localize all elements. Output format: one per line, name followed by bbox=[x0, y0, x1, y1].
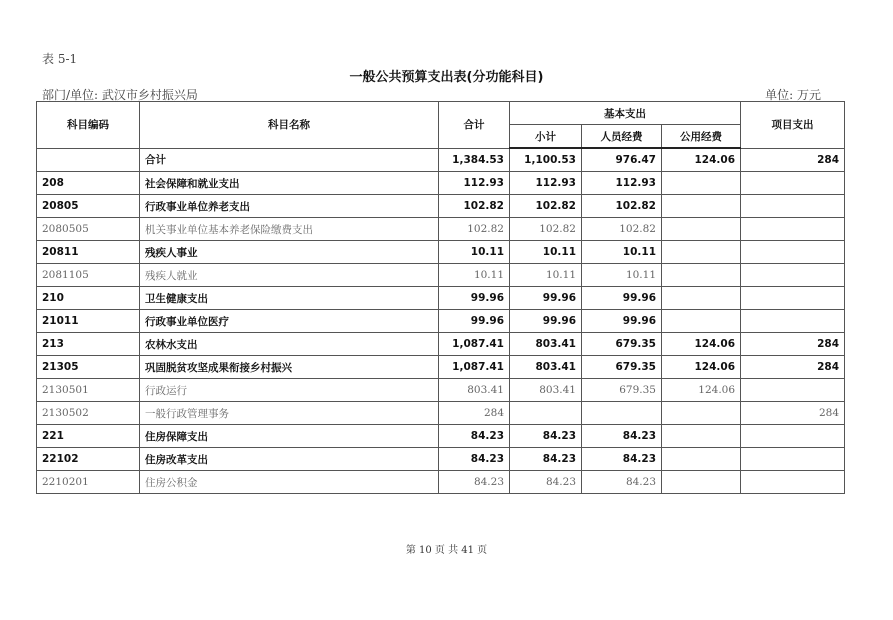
project-cell: 284 bbox=[741, 356, 845, 379]
name-cell: 行政事业单位养老支出 bbox=[140, 195, 439, 218]
code-cell: 2081105 bbox=[37, 264, 140, 287]
table-row bbox=[37, 402, 845, 425]
subtotal-cell: 1,100.53 bbox=[510, 148, 582, 172]
public-cell bbox=[662, 287, 741, 310]
code-cell: 2210201 bbox=[37, 471, 140, 494]
total-cell: 84.23 bbox=[439, 425, 510, 448]
total-cell: 803.41 bbox=[439, 379, 510, 402]
code-cell: 2130502 bbox=[37, 402, 140, 425]
personnel-cell: 10.11 bbox=[582, 241, 662, 264]
total-cell: 1,087.41 bbox=[439, 356, 510, 379]
name-cell: 住房改革支出 bbox=[140, 448, 439, 471]
code-cell: 210 bbox=[37, 287, 140, 310]
personnel-cell: 102.82 bbox=[582, 195, 662, 218]
name-cell: 住房公积金 bbox=[140, 471, 439, 494]
personnel-cell: 679.35 bbox=[582, 356, 662, 379]
total-cell: 10.11 bbox=[439, 264, 510, 287]
code-cell: 22102 bbox=[37, 448, 140, 471]
table-row bbox=[37, 172, 845, 195]
header-code: 科目编码 bbox=[37, 102, 140, 149]
header-project: 项目支出 bbox=[741, 102, 845, 149]
personnel-cell: 10.11 bbox=[582, 264, 662, 287]
name-cell: 农林水支出 bbox=[140, 333, 439, 356]
code-cell: 208 bbox=[37, 172, 140, 195]
total-cell: 102.82 bbox=[439, 218, 510, 241]
subtotal-cell: 803.41 bbox=[510, 356, 582, 379]
project-cell bbox=[741, 471, 845, 494]
code-cell: 20805 bbox=[37, 195, 140, 218]
subtotal-cell: 99.96 bbox=[510, 287, 582, 310]
public-cell bbox=[662, 218, 741, 241]
subtotal-cell: 102.82 bbox=[510, 218, 582, 241]
subtotal-cell: 803.41 bbox=[510, 333, 582, 356]
project-cell bbox=[741, 172, 845, 195]
subtotal-cell: 84.23 bbox=[510, 448, 582, 471]
total-cell: 1,384.53 bbox=[439, 148, 510, 172]
public-cell: 124.06 bbox=[662, 333, 741, 356]
project-cell bbox=[741, 448, 845, 471]
personnel-cell: 976.47 bbox=[582, 148, 662, 172]
unit-label: 单位: 万元 bbox=[765, 88, 821, 102]
project-cell bbox=[741, 379, 845, 402]
table-row bbox=[37, 148, 845, 172]
public-cell bbox=[662, 172, 741, 195]
header-personnel: 人员经费 bbox=[582, 125, 662, 149]
subtotal-cell: 10.11 bbox=[510, 264, 582, 287]
total-cell: 99.96 bbox=[439, 310, 510, 333]
total-cell: 84.23 bbox=[439, 471, 510, 494]
header-name: 科目名称 bbox=[140, 102, 439, 149]
table-row bbox=[37, 448, 845, 471]
project-cell bbox=[741, 287, 845, 310]
code-cell: 2130501 bbox=[37, 379, 140, 402]
project-cell: 284 bbox=[741, 333, 845, 356]
subtotal-cell bbox=[510, 402, 582, 425]
code-cell: 21305 bbox=[37, 356, 140, 379]
public-cell bbox=[662, 402, 741, 425]
personnel-cell bbox=[582, 402, 662, 425]
personnel-cell: 99.96 bbox=[582, 287, 662, 310]
table-row bbox=[37, 195, 845, 218]
table-row bbox=[37, 471, 845, 494]
total-cell: 112.93 bbox=[439, 172, 510, 195]
name-cell: 合计 bbox=[140, 148, 439, 172]
public-cell bbox=[662, 448, 741, 471]
table-row bbox=[37, 218, 845, 241]
project-cell: 284 bbox=[741, 402, 845, 425]
table-code: 表 5-1 bbox=[42, 52, 78, 66]
subtotal-cell: 84.23 bbox=[510, 471, 582, 494]
project-cell bbox=[741, 218, 845, 241]
subtotal-cell: 803.41 bbox=[510, 379, 582, 402]
code-cell: 2080505 bbox=[37, 218, 140, 241]
subtotal-cell: 10.11 bbox=[510, 241, 582, 264]
name-cell: 社会保障和就业支出 bbox=[140, 172, 439, 195]
personnel-cell: 112.93 bbox=[582, 172, 662, 195]
header-public: 公用经费 bbox=[662, 125, 741, 149]
project-cell: 284 bbox=[741, 148, 845, 172]
name-cell: 行政运行 bbox=[140, 379, 439, 402]
public-cell: 124.06 bbox=[662, 356, 741, 379]
name-cell: 巩固脱贫攻坚成果衔接乡村振兴 bbox=[140, 356, 439, 379]
table-row bbox=[37, 287, 845, 310]
page-number: 第 10 页 共 41 页 bbox=[405, 545, 488, 556]
project-cell bbox=[741, 264, 845, 287]
project-cell bbox=[741, 195, 845, 218]
public-cell bbox=[662, 264, 741, 287]
header-subtotal: 小计 bbox=[510, 125, 582, 149]
page-title: 一般公共预算支出表(分功能科目) bbox=[349, 70, 544, 85]
table-row bbox=[37, 333, 845, 356]
public-cell bbox=[662, 310, 741, 333]
name-cell: 卫生健康支出 bbox=[140, 287, 439, 310]
table-row bbox=[37, 356, 845, 379]
project-cell bbox=[741, 425, 845, 448]
public-cell bbox=[662, 425, 741, 448]
public-cell: 124.06 bbox=[662, 148, 741, 172]
total-cell: 84.23 bbox=[439, 448, 510, 471]
name-cell: 一般行政管理事务 bbox=[140, 402, 439, 425]
project-cell bbox=[741, 310, 845, 333]
name-cell: 住房保障支出 bbox=[140, 425, 439, 448]
personnel-cell: 99.96 bbox=[582, 310, 662, 333]
subtotal-cell: 102.82 bbox=[510, 195, 582, 218]
table-row bbox=[37, 264, 845, 287]
subtotal-cell: 112.93 bbox=[510, 172, 582, 195]
total-cell: 1,087.41 bbox=[439, 333, 510, 356]
department-label: 部门/单位: 武汉市乡村振兴局 bbox=[42, 88, 198, 102]
name-cell: 残疾人事业 bbox=[140, 241, 439, 264]
name-cell: 机关事业单位基本养老保险缴费支出 bbox=[140, 218, 439, 241]
personnel-cell: 679.35 bbox=[582, 333, 662, 356]
header-total: 合计 bbox=[439, 102, 510, 149]
personnel-cell: 102.82 bbox=[582, 218, 662, 241]
table-row bbox=[37, 310, 845, 333]
project-cell bbox=[741, 241, 845, 264]
table-row bbox=[37, 425, 845, 448]
total-cell: 102.82 bbox=[439, 195, 510, 218]
public-cell: 124.06 bbox=[662, 379, 741, 402]
name-cell: 残疾人就业 bbox=[140, 264, 439, 287]
code-cell: 213 bbox=[37, 333, 140, 356]
table-row bbox=[37, 379, 845, 402]
table-row bbox=[37, 241, 845, 264]
table-body bbox=[37, 148, 845, 494]
subtotal-cell: 99.96 bbox=[510, 310, 582, 333]
personnel-cell: 679.35 bbox=[582, 379, 662, 402]
total-cell: 99.96 bbox=[439, 287, 510, 310]
subtotal-cell: 84.23 bbox=[510, 425, 582, 448]
total-cell: 10.11 bbox=[439, 241, 510, 264]
personnel-cell: 84.23 bbox=[582, 425, 662, 448]
public-cell bbox=[662, 471, 741, 494]
name-cell: 行政事业单位医疗 bbox=[140, 310, 439, 333]
code-cell: 20811 bbox=[37, 241, 140, 264]
code-cell: 221 bbox=[37, 425, 140, 448]
total-cell: 284 bbox=[439, 402, 510, 425]
header-basic: 基本支出 bbox=[510, 102, 741, 125]
personnel-cell: 84.23 bbox=[582, 448, 662, 471]
public-cell bbox=[662, 195, 741, 218]
personnel-cell: 84.23 bbox=[582, 471, 662, 494]
budget-table bbox=[36, 101, 845, 494]
public-cell bbox=[662, 241, 741, 264]
table-header bbox=[37, 102, 845, 149]
code-cell bbox=[37, 148, 140, 172]
code-cell: 21011 bbox=[37, 310, 140, 333]
